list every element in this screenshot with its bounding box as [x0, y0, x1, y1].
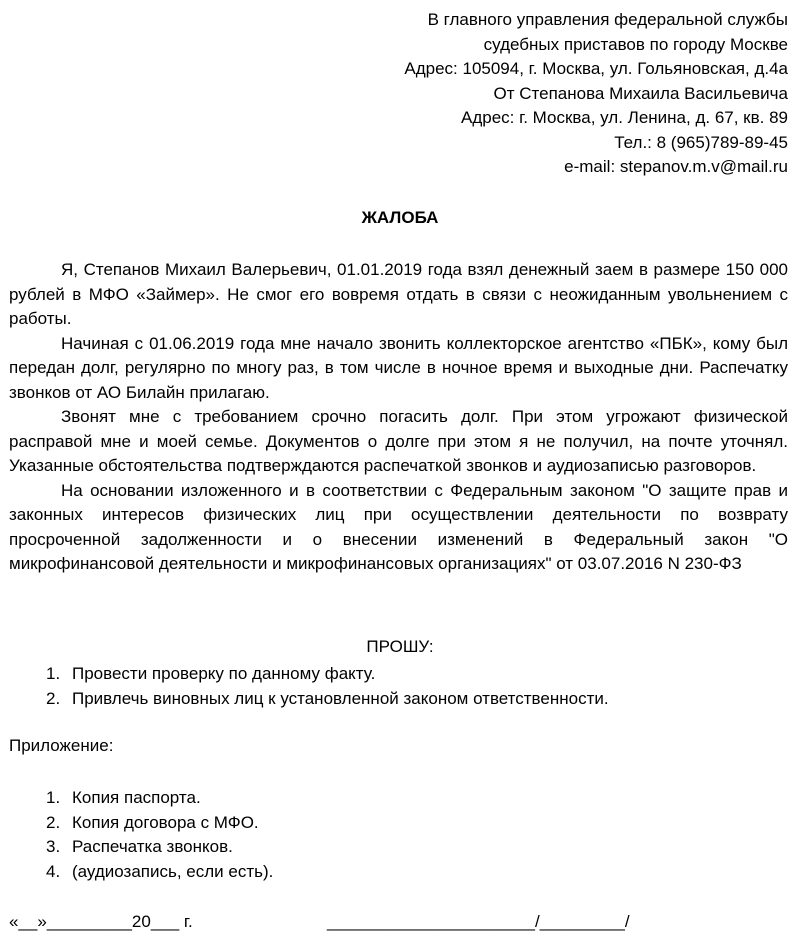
header-line: e-mail: stepanov.m.v@mail.ru	[564, 157, 788, 176]
paragraph: Звонят мне с требованием срочно погасить долг. При этом угрожают физической расправой мне и моей семье. Документов о долге при этом я не получил, на почте уточнял. Указанные обстоятельства подтверждаются распечаткой звонков и аудиозаписью разговоров.	[9, 407, 788, 475]
list-item	[9, 786, 273, 811]
list-text: Копия договора с МФО.	[72, 812, 259, 832]
list-item	[9, 687, 609, 712]
list-text: Привлечь виновных лиц к установленной законом ответственности.	[72, 688, 609, 708]
request-heading: ПРОШУ:	[366, 637, 434, 656]
request-list	[9, 662, 609, 711]
header-line: От Степанова Михаила Васильевича	[493, 83, 788, 103]
signature-line: ______________________/_________/	[327, 912, 630, 931]
list-number: 2.	[46, 812, 61, 832]
header-line: Адрес: г. Москва, ул. Ленина, д. 67, кв. 89	[461, 108, 788, 127]
header-line: судебных приставов по городу Москве	[483, 34, 788, 54]
header-line: Тел.: 8 (965)789-89-45	[614, 132, 788, 152]
list-number: 3.	[46, 837, 61, 856]
list-item	[9, 835, 273, 860]
list-text: (аудиозапись, если есть).	[72, 861, 274, 881]
list-number: 4.	[46, 861, 61, 881]
attachments-list	[9, 786, 273, 884]
header-line: В главного управления федеральной службы	[427, 10, 788, 29]
paragraph: Начиная с 01.06.2019 года мне начало звонить коллекторское агентство «ПБК», кому был передан долг, регулярно по многу раз, в том числе в ночное время и выходные дни. Распечатку звонков от АО Билайн прилагаю.	[9, 333, 788, 402]
paragraph: На основании изложенного и в соответствии с Федеральным законом "О защите прав и законных интересов физических лиц при осуществлении деятельности по возврату просроченной задолженности и о внесении изменений в Федеральный закон "О микрофинансовой деятельности и микрофинансовых организациях" от 03.07.2016 N 230-ФЗ	[9, 480, 788, 573]
list-item	[9, 860, 273, 885]
attachments-label: Приложение:	[9, 736, 114, 755]
list-number: 2.	[46, 688, 61, 708]
list-number: 1.	[46, 788, 61, 807]
header-line: Адрес: 105094, г. Москва, ул. Гольяновская, д.4а	[404, 59, 788, 78]
list-text: Распечатка звонков.	[72, 837, 233, 856]
document-title: ЖАЛОБА	[361, 208, 439, 227]
list-text: Провести проверку по данному факту.	[72, 664, 376, 683]
list-item	[9, 662, 609, 687]
list-text: Копия паспорта.	[72, 788, 201, 807]
date-line: «__»_________20___ г.	[9, 912, 193, 931]
list-item	[9, 811, 273, 836]
paragraph: Я, Степанов Михаил Валерьевич, 01.01.2019 года взял денежный заем в размере 150 000 рублей в МФО «Займер». Не смог его вовремя отдать в связи с неожиданным увольнением с работы.	[9, 260, 788, 328]
signature-footer	[9, 912, 789, 932]
list-number: 1.	[46, 664, 61, 683]
complaint-body	[9, 258, 788, 577]
addressee-block	[404, 8, 788, 180]
